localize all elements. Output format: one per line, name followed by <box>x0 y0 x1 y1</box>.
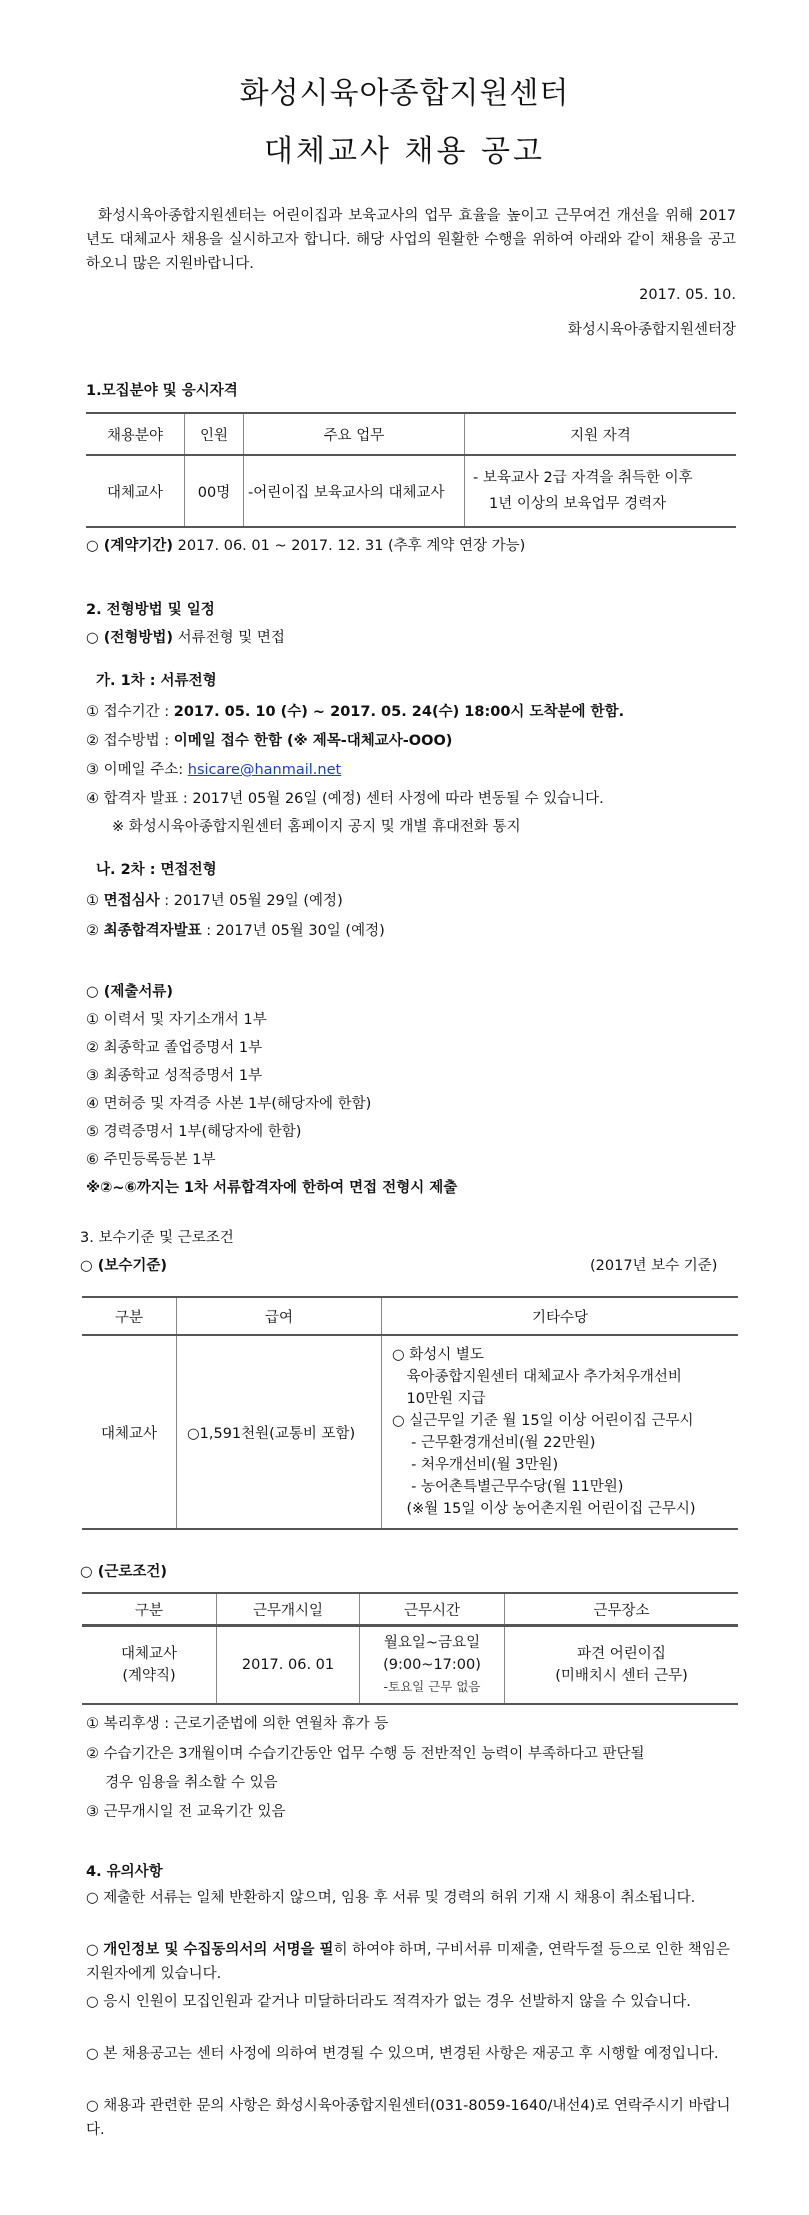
table-header: 근무장소 <box>505 1593 739 1626</box>
hours-line: (9:00~17:00) <box>383 1657 481 1673</box>
notice-date: 2017. 05. 10. <box>639 287 736 303</box>
notice-signer: 화성시육아종합지원센터장 <box>567 322 736 338</box>
section-2-title: 2. 전형방법 및 일정 <box>86 602 215 618</box>
qualification-line: - 보육교사 2급 자격을 취득한 이후 <box>473 470 693 486</box>
final-announcement <box>86 919 385 940</box>
table-header: 근무개시일 <box>217 1593 360 1626</box>
application-method-value: 이메일 접수 한함 (※ 제목-대체교사-OOO) <box>173 733 453 749</box>
cell-count: 00명 <box>185 455 244 527</box>
document-item: ⑤ 경력증명서 1부(해당자에 한함) <box>86 1124 302 1140</box>
cell-field: 대체교사 <box>86 455 185 527</box>
contract-period <box>86 534 525 555</box>
cell-salary: ○1,591천원(교통비 포함) <box>177 1335 382 1529</box>
interview-date-label: 면접심사 <box>103 893 160 909</box>
allowance-line: - 처우개선비(월 3만원) <box>392 1457 559 1473</box>
hours-line: -토요일 근무 없음 <box>383 1679 481 1694</box>
table-header-row <box>82 1593 738 1626</box>
document-item: ⑥ 주민등록등본 1부 <box>86 1152 216 1168</box>
application-method-label: ② 접수방법 : <box>86 733 174 749</box>
intro-text: 화성시육아종합지원센터는 어린이집과 보육교사의 업무 효율을 높이고 근무여건 개선을 위해 2017년도 대체교사 채용을 실시하고자 합니다. 해당 사업의 원활한 수행을 위하여 아래와 같이 채용을 공고하오니 많은 지원바랍니다. <box>86 208 736 272</box>
pay-basis-label: ○ (보수기준) <box>80 1258 167 1274</box>
allowance-line: 육아종합지원센터 대체교사 추가처우개선비 <box>392 1369 682 1385</box>
table-row <box>82 1626 738 1705</box>
work-condition-label: ○ (근로조건) <box>80 1564 167 1580</box>
condition-note: ③ 근무개시일 전 교육기간 있음 <box>86 1804 286 1820</box>
email-address <box>86 758 341 779</box>
final-announcement-marker: ② <box>86 923 104 939</box>
condition-note: ① 복리후생 : 근로기준법에 의한 연월차 휴가 등 <box>86 1716 389 1732</box>
cell-work-hours <box>360 1626 505 1705</box>
table-header: 급여 <box>177 1297 382 1335</box>
table-row <box>82 1335 738 1529</box>
page-title: 화성시육아종합지원센터 <box>239 76 570 111</box>
intro-paragraph <box>86 204 736 276</box>
table-header: 근무시간 <box>360 1593 505 1626</box>
interview-date <box>86 889 343 910</box>
caution-item: ○ 본 채용공고는 센터 사정에 의하여 변경될 수 있으며, 변경된 사항은 재공고 후 시행할 예정입니다. <box>86 2046 719 2062</box>
screening-method <box>86 626 285 647</box>
final-announcement-label: 최종합격자발표 <box>103 923 202 939</box>
document-item: ② 최종학교 졸업증명서 1부 <box>86 1040 263 1056</box>
kind-line: 대체교사 <box>120 1646 178 1662</box>
recruit-table <box>86 412 736 528</box>
table-header: 인원 <box>185 413 244 455</box>
caution-item: ○ 채용과 관련한 문의 사항은 화성시육아종합지원센터(031-8059-1640/내선4)로 연락주시기 바랍니다. <box>86 2098 731 2138</box>
caution-marker: ○ <box>86 1942 104 1958</box>
cell-kind <box>82 1626 217 1705</box>
allowance-line: ○ 실근무일 기준 월 15일 이상 어린이집 근무시 <box>392 1413 694 1429</box>
table-header: 구분 <box>82 1593 217 1626</box>
place-line: (미배치시 센터 근무) <box>555 1668 688 1684</box>
email-address-label: ③ 이메일 주소: <box>86 762 188 778</box>
section-1-title: 1.모집분야 및 응시자격 <box>86 383 238 399</box>
table-header: 채용분야 <box>86 413 185 455</box>
section-4-title: 4. 유의사항 <box>86 1864 163 1880</box>
screening-method-label: ○ (전형방법) <box>86 630 173 646</box>
table-header-row <box>86 413 736 455</box>
condition-note: 경우 임용을 취소할 수 있음 <box>86 1775 278 1791</box>
application-method <box>86 729 452 750</box>
table-header: 지원 자격 <box>465 413 737 455</box>
kind-line: (계약직) <box>122 1668 176 1684</box>
documents-title: ○ (제출서류) <box>86 984 173 1000</box>
round-2-title: 나. 2차 : 면접전형 <box>96 862 217 878</box>
announcement-note: ※ 화성시육아종합지원센터 홈페이지 공지 및 개별 휴대전화 통지 <box>112 819 521 835</box>
cell-kind: 대체교사 <box>82 1335 177 1529</box>
contract-period-text: 2017. 06. 01 ~ 2017. 12. 31 (추후 계약 연장 가능) <box>172 538 526 554</box>
cell-duty: -어린이집 보육교사의 대체교사 <box>244 455 465 527</box>
documents-note: ※②~⑥까지는 1차 서류합격자에 한하여 면접 전형시 제출 <box>86 1180 458 1196</box>
allowance-line: ○ 화성시 별도 <box>392 1347 484 1363</box>
cell-allowance <box>382 1335 739 1529</box>
result-announcement: ④ 합격자 발표 : 2017년 05월 26일 (예정) 센터 사정에 따라 변동될 수 있습니다. <box>86 791 604 807</box>
condition-note: ② 수습기간은 3개월이며 수습기간동안 업무 수행 등 전반적인 능력이 부족하다고 판단될 <box>86 1746 645 1762</box>
table-header: 주요 업무 <box>244 413 465 455</box>
place-line: 파견 어린이집 <box>577 1646 666 1662</box>
table-header-row <box>82 1297 738 1335</box>
application-period <box>86 700 624 721</box>
caution-item: ○ 제출한 서류는 일체 반환하지 않으며, 임용 후 서류 및 경력의 허위 기재 시 채용이 취소됩니다. <box>86 1890 696 1906</box>
interview-date-value: : 2017년 05월 29일 (예정) <box>159 893 343 909</box>
document-item: ③ 최종학교 성적증명서 1부 <box>86 1068 263 1084</box>
caution-item: ○ 응시 인원이 모집인원과 같거나 미달하더라도 적격자가 없는 경우 선발하지 않을 수 있습니다. <box>86 1994 691 2010</box>
allowance-line: 10만원 지급 <box>392 1391 486 1407</box>
table-row <box>86 455 736 527</box>
document-item: ① 이력서 및 자기소개서 1부 <box>86 1012 267 1028</box>
allowance-line: (※월 15일 이상 농어촌지원 어린이집 근무시) <box>392 1501 696 1517</box>
email-link[interactable]: hsicare@hanmail.net <box>187 762 342 778</box>
contract-period-label: ○ (계약기간) <box>86 538 173 554</box>
caution-text: 히 하여야 하며, 구비서류 미제출, 연락두절 등으로 인한 책임은 지원자에게 있습니다. <box>86 1942 730 1982</box>
work-table <box>82 1592 738 1705</box>
document-item: ④ 면허증 및 자격증 사본 1부(해당자에 한함) <box>86 1096 372 1112</box>
caution-emphasis: 개인정보 및 수집동의서의 서명을 필 <box>103 1942 334 1958</box>
pay-basis-year: (2017년 보수 기준) <box>590 1258 718 1274</box>
caution-item <box>86 1938 736 1986</box>
allowance-line: - 농어촌특별근무수당(월 11만원) <box>392 1479 624 1495</box>
page-subtitle: 대체교사 채용 공고 <box>264 134 545 169</box>
cell-work-place <box>505 1626 739 1705</box>
hours-line: 월요일~금요일 <box>383 1635 481 1651</box>
cell-qualification <box>465 455 737 527</box>
application-period-label: ① 접수기간 : <box>86 704 174 720</box>
screening-method-text: 서류전형 및 면접 <box>172 630 285 646</box>
table-header: 구분 <box>82 1297 177 1335</box>
interview-date-marker: ① <box>86 893 104 909</box>
final-announcement-value: : 2017년 05월 30일 (예정) <box>201 923 385 939</box>
cell-start-date: 2017. 06. 01 <box>217 1626 360 1705</box>
pay-table <box>82 1296 738 1530</box>
qualification-line: 1년 이상의 보육업무 경력자 <box>489 496 667 512</box>
allowance-line: - 근무환경개선비(월 22만원) <box>392 1435 596 1451</box>
round-1-title: 가. 1차 : 서류전형 <box>96 673 217 689</box>
table-header: 기타수당 <box>382 1297 739 1335</box>
application-period-value: 2017. 05. 10 (수) ~ 2017. 05. 24(수) 18:00시 도착분에 한함. <box>173 704 625 720</box>
section-3-title: 3. 보수기준 및 근로조건 <box>80 1230 234 1246</box>
